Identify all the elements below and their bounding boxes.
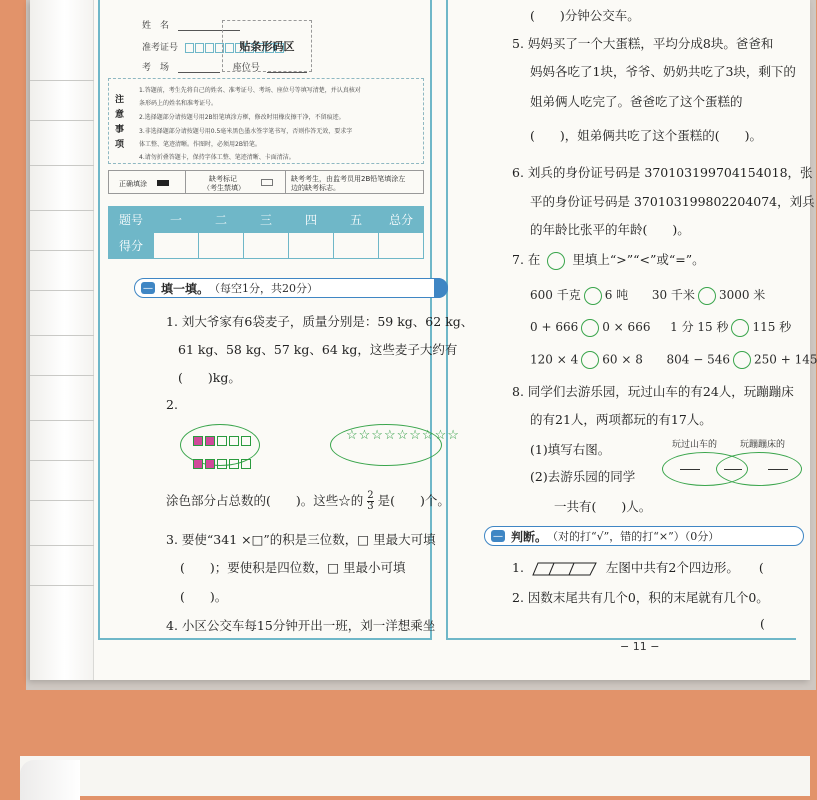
- q5-line: ( )，姐弟俩共吃了这个蛋糕的( )。: [530, 128, 763, 143]
- score-cell[interactable]: [289, 233, 334, 259]
- section-sub: （对的打“√”，错的打“×”）（0分）: [547, 530, 720, 543]
- section-icon: —: [143, 282, 153, 294]
- judge-number: 1.: [512, 560, 524, 575]
- venn-label-a: 玩过山车的: [672, 440, 718, 450]
- spine-ring: [30, 545, 94, 546]
- score-header-row: [109, 207, 424, 233]
- spine-ring: [30, 585, 94, 586]
- q1-line: 61 kg、58 kg、57 kg、64 kg，这些麦子大约有: [178, 342, 458, 357]
- spine-ring: [30, 290, 94, 291]
- q5-line: 妈妈各吃了1块，爷爷、奶奶共吃了3块，剩下的: [530, 64, 796, 79]
- empty-square: [229, 436, 239, 446]
- spine-ring: [30, 120, 94, 121]
- spine-ring: [30, 250, 94, 251]
- compare-right: 3000 米: [718, 288, 766, 302]
- divider: [185, 171, 186, 193]
- page-spine: [30, 0, 94, 680]
- score-row-label: 得分: [109, 233, 154, 259]
- parallelogram-strip-icon: [532, 562, 598, 576]
- score-cell[interactable]: [199, 233, 244, 259]
- squares-row: [193, 430, 253, 449]
- note-line: 体工整、笔迹清晰。作图时，必须用2B铅笔。: [139, 141, 261, 148]
- compare-blank[interactable]: [581, 351, 599, 369]
- squares-row: [193, 453, 253, 472]
- judge-text: 左图中共有2个四边形。: [605, 560, 739, 575]
- compare-right: 115 秒: [752, 320, 792, 334]
- score-header: 题号: [109, 207, 154, 233]
- compare-blank[interactable]: [581, 319, 599, 337]
- compare-row: [530, 318, 791, 337]
- next-page-spine: [20, 760, 80, 800]
- score-table: [108, 206, 424, 259]
- q8-line: 8. 同学们去游乐园，玩过山车的有24人，玩蹦蹦床: [512, 384, 794, 399]
- compare-left: 1 分 15 秒: [670, 320, 729, 334]
- absent-note: 边的缺考标志。: [291, 184, 340, 192]
- score-header: 二: [199, 207, 244, 233]
- compare-blank[interactable]: [698, 287, 716, 305]
- squares-group: [193, 430, 253, 476]
- q6-line: 平的身份证号码是 370103199802204074，刘兵: [530, 194, 815, 209]
- score-header: 一: [154, 207, 199, 233]
- score-header: 三: [244, 207, 289, 233]
- filled-square: [193, 459, 203, 469]
- compare-left: 0 + 666: [530, 320, 579, 334]
- section-sub: （每空1分，共20分）: [209, 282, 319, 295]
- name-label: 姓 名: [142, 21, 170, 31]
- venn-label-b: 玩蹦蹦床的: [740, 440, 786, 450]
- q2-tail-text: 涂色部分占总数的( )。这些☆的: [166, 493, 364, 508]
- section-title: 判断。: [511, 529, 548, 544]
- empty-square: [217, 459, 227, 469]
- score-header: 五: [334, 207, 379, 233]
- note-line: 4.请勿折叠答题卡，保持字体工整、笔迹清晰、卡面清洁。: [139, 154, 295, 161]
- spine-ring: [30, 335, 94, 336]
- judge-1: [512, 558, 764, 576]
- q3-line: ( )；要使积是四位数，□ 里最小可填: [180, 560, 406, 575]
- judge-2: 2. 因数末尾共有几个0，积的末尾就有几个0。: [512, 590, 769, 605]
- correct-fill-label: 正确填涂: [119, 180, 147, 188]
- seat-label: 座位号: [232, 63, 260, 73]
- q5-line: 姐弟俩人吃完了。爸爸吃了这个蛋糕的: [530, 94, 743, 109]
- next-page-edge: [20, 756, 810, 796]
- compare-row: [530, 286, 765, 305]
- spine-ring: [30, 420, 94, 421]
- empty-square: [241, 459, 251, 469]
- spine-ring: [30, 375, 94, 376]
- q1-line: ( )kg。: [178, 370, 241, 385]
- section-fill-header: [134, 278, 448, 298]
- score-cell[interactable]: [154, 233, 199, 259]
- q7-instruction: [512, 250, 705, 270]
- notes-box: [108, 78, 424, 164]
- q2-tail-text: 是( )个。: [377, 493, 450, 508]
- absent-mark-box[interactable]: [261, 179, 273, 186]
- filled-square: [193, 436, 203, 446]
- q2-tail: [166, 491, 450, 512]
- q1-line: 1. 刘大爷家有6袋麦子，质量分别是：59 kg、62 kg、: [166, 314, 474, 329]
- ticket-label: 准考证号: [142, 43, 179, 53]
- spine-ring: [30, 210, 94, 211]
- spine-ring: [30, 460, 94, 461]
- filled-square: [205, 436, 215, 446]
- note-line: 2.选择题部分请按题号用2B铅笔填涂方框，修改时用橡皮擦干净，不留痕迹。: [139, 114, 345, 121]
- q8-line: (2)去游乐园的同学: [530, 469, 636, 484]
- score-cell[interactable]: [334, 233, 379, 259]
- fill-marks-box: [108, 170, 424, 194]
- notes-title: 注意事项: [115, 95, 125, 150]
- q7-tail: 里填上“>”“<”或“=”。: [572, 252, 705, 267]
- q2-number: 2.: [166, 397, 178, 412]
- q4-end: ( )分钟公交车。: [530, 8, 640, 23]
- q8-line: (1)填写右图。: [530, 442, 611, 457]
- answer-paren[interactable]: (: [760, 616, 765, 631]
- compare-left: 804 − 546: [666, 352, 730, 367]
- note-line: 1.答题前，考生先将自己的姓名、准考证号、考场、座位号等填写清楚，并认真核对: [139, 87, 361, 94]
- score-header: 总分: [379, 207, 424, 233]
- compare-left: 30 千米: [651, 288, 695, 302]
- venn-blank[interactable]: [680, 469, 700, 470]
- empty-square: [229, 459, 239, 469]
- compare-right: 6 吨: [604, 288, 629, 302]
- absent-mark-sub: （考生禁填）: [203, 184, 245, 192]
- q6-line: 的年龄比张平的年龄( )。: [530, 222, 690, 237]
- compare-right: 60 × 8: [602, 352, 643, 367]
- compare-left: 120 × 4: [530, 352, 579, 367]
- divider: [285, 171, 286, 193]
- q8-line: 一共有( )人。: [554, 499, 652, 514]
- q3-line: ( )。: [180, 589, 228, 604]
- empty-square: [241, 436, 251, 446]
- q3-line: 3. 要使“341 ×□”的积是三位数，□ 里最大可填: [166, 532, 436, 547]
- section-title: 填一填。: [161, 281, 210, 296]
- compare-blank[interactable]: [584, 287, 602, 305]
- room-field[interactable]: [178, 65, 220, 73]
- compare-left: 600 千克: [530, 288, 581, 302]
- spine-ring: [30, 500, 94, 501]
- score-cell[interactable]: [379, 233, 424, 259]
- venn-blank[interactable]: [724, 469, 742, 470]
- fraction-den: 3: [367, 501, 374, 512]
- compare-row: [530, 351, 817, 369]
- score-header: 四: [289, 207, 334, 233]
- venn-blank[interactable]: [768, 469, 788, 470]
- answer-paren[interactable]: (: [758, 560, 764, 575]
- page-number: − 11 −: [620, 640, 660, 653]
- stars-group: ☆☆☆☆☆☆☆☆☆: [346, 428, 460, 443]
- absent-note: 缺考考生，由监考员用2B铅笔填涂左: [291, 175, 406, 183]
- compare-circle-icon: [547, 252, 565, 270]
- q8-line: 的有21人，两项都玩的有17人。: [530, 412, 712, 427]
- q4-line: 4. 小区公交车每15分钟开出一班，刘一洋想乘坐: [166, 618, 436, 633]
- spine-ring: [30, 80, 94, 81]
- compare-blank[interactable]: [733, 351, 751, 369]
- note-line: 3.非选择题部分请按题号用0.5毫米黑色墨水签字笔书写，否则作答无效，要求字: [139, 128, 353, 135]
- compare-right: 0 × 666: [602, 320, 651, 334]
- section-icon: —: [493, 530, 503, 542]
- score-row: [109, 233, 424, 259]
- compare-right: 250 + 145: [753, 352, 817, 367]
- score-cell[interactable]: [244, 233, 289, 259]
- spine-ring: [30, 165, 94, 166]
- fraction-num: 2: [367, 490, 374, 501]
- q5-line: 5. 妈妈买了一个大蛋糕，平均分成8块。爸爸和: [512, 36, 774, 51]
- filled-square: [205, 459, 215, 469]
- section-judge-header: [484, 526, 804, 546]
- compare-blank[interactable]: [731, 319, 749, 337]
- correct-fill-sample: [157, 180, 169, 186]
- empty-square: [217, 436, 227, 446]
- absent-mark-label: 缺考标记: [209, 175, 237, 183]
- room-label: 考 场: [142, 63, 170, 73]
- q6-line: 6. 刘兵的身份证号码是 370103199704154018，张: [512, 165, 813, 180]
- note-line: 条形码上的姓名和准考证号。: [139, 100, 218, 107]
- barcode-area: 贴条形码区: [222, 20, 312, 72]
- fraction: [367, 491, 373, 512]
- q7-head: 7. 在: [512, 252, 541, 267]
